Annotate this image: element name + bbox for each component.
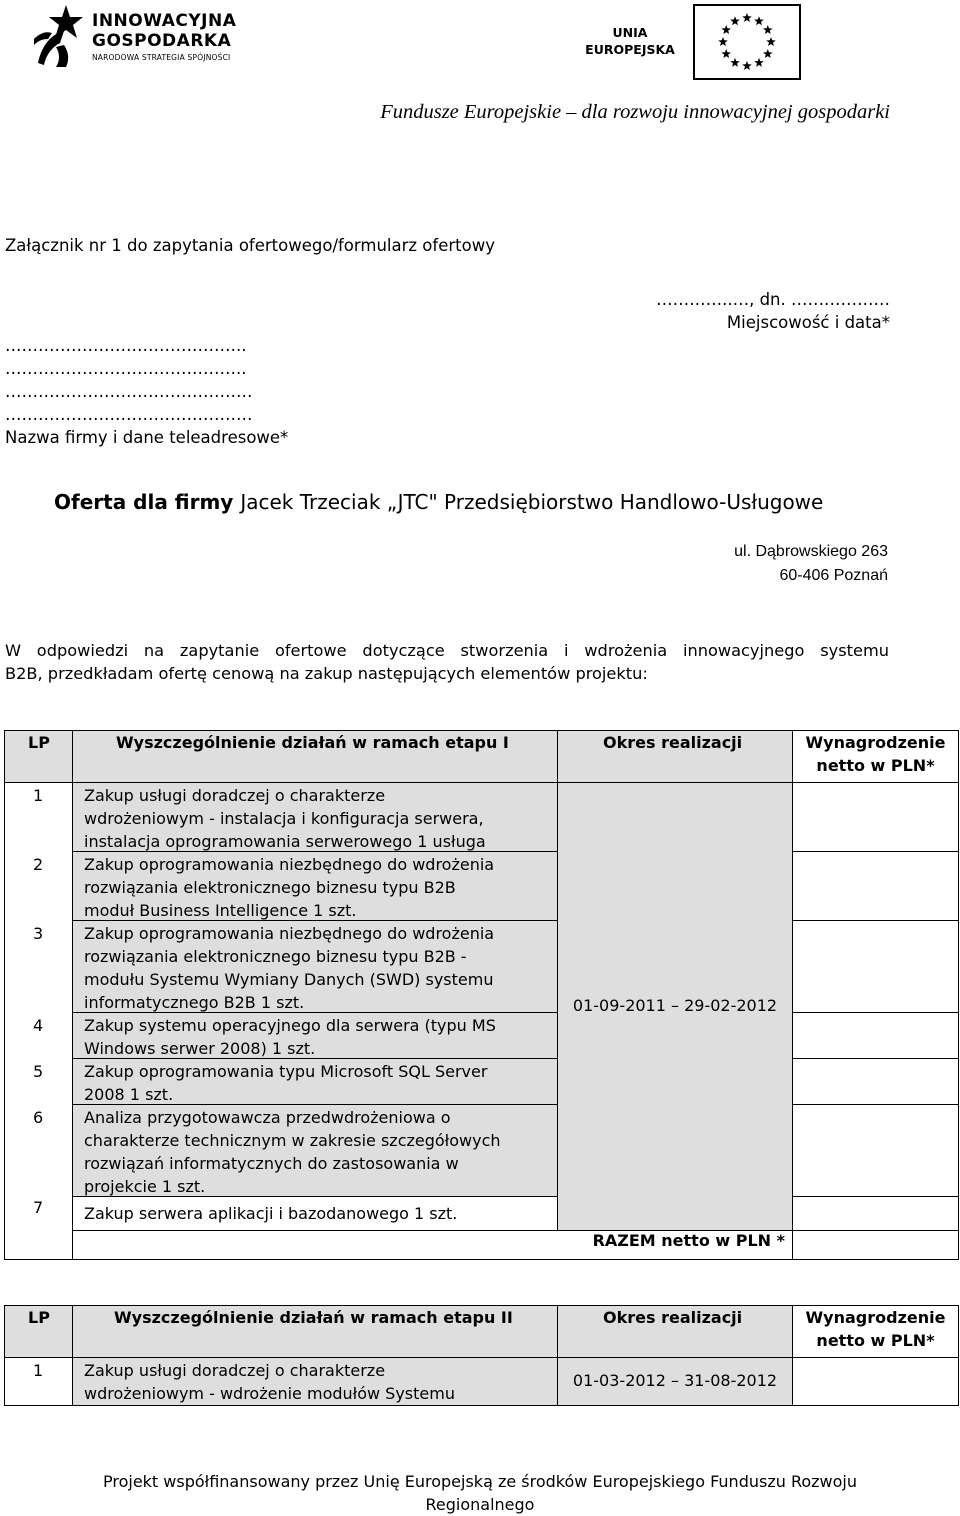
period-value: 01-03-2012 – 31-08-2012 [572, 1371, 778, 1390]
row-desc-line: Zakup usługi doradczej o charakterze [84, 786, 386, 805]
stage-2-table [4, 1305, 959, 1406]
row-lp: 4 [33, 1016, 44, 1035]
header-desc: Wyszczególnienie działań w ramach etapu II [114, 1308, 513, 1327]
total-fee-cell [792, 1230, 959, 1260]
row-desc-line: moduł Business Intelligence 1 szt. [84, 901, 357, 920]
header-fee-line-2: netto w PLN* [816, 756, 935, 775]
eu-logo-line-1: UNIA [612, 25, 648, 40]
intro-line-2: B2B, przedkładam ofertę cenową na zakup następujących elementów projektu: [5, 664, 648, 683]
attachment-title: Załącznik nr 1 do zapytania ofertowego/formularz ofertowy [5, 236, 495, 255]
row-desc-line: modułu Systemu Wymiany Danych (SWD) systemu [84, 970, 494, 989]
offer-title-prefix: Oferta dla firmy [54, 490, 234, 514]
company-dot-line: ……………………………………… [5, 405, 253, 424]
company-dot-line: …………………………………….. [5, 359, 247, 378]
row-lp: 7 [33, 1198, 44, 1217]
innowacyjna-gospodarka-logo [30, 3, 245, 69]
intro-paragraph [5, 639, 889, 685]
logo-line-2: GOSPODARKA [92, 31, 232, 51]
fee-cell-1 [792, 782, 959, 852]
row-desc [84, 922, 494, 1014]
row-desc-line: Zakup oprogramowania niezbędnego do wdrożenia [84, 855, 495, 874]
row-desc-line: Zakup systemu operacyjnego dla serwera (typu MS [84, 1016, 496, 1035]
offer-title [54, 490, 823, 514]
logo-line-3: NARODOWA STRATEGIA SPÓJNOŚCI [92, 53, 231, 62]
row-desc [84, 784, 486, 853]
row-desc-line: rozwiązania elektronicznego biznesu typu B2B - [84, 947, 467, 966]
row-desc-line: 2008 1 szt. [84, 1085, 174, 1104]
header-slogan: Fundusze Europejskie – dla rozwoju innowacyjnej gospodarki [380, 101, 890, 123]
row-desc-line: Analiza przygotowawcza przedwdrożeniowa o [84, 1108, 451, 1127]
row-desc-line: rozwiązań informatycznych do zastosowania w [84, 1154, 459, 1173]
company-info-block [5, 334, 288, 449]
row-desc-line: wdrożeniowym - instalacja i konfiguracja serwera, [84, 809, 484, 828]
row-lp: 2 [33, 855, 44, 874]
star-figure-icon [30, 3, 90, 69]
row-desc-line: charakterze technicznym w zakresie szczegółowych [84, 1131, 501, 1150]
company-address [600, 540, 888, 588]
row-desc [84, 1014, 496, 1060]
place-date-line: …………..…, dn. ……………… [656, 290, 890, 309]
address-street: ul. Dąbrowskiego 263 [734, 543, 888, 560]
footer-line-1: Projekt współfinansowany przez Unię Europejską ze środków Europejskiego Funduszu Rozwoju [102, 1472, 857, 1491]
header-lp: LP [28, 733, 50, 752]
header-fee [792, 1306, 959, 1352]
header-period: Okres realizacji [603, 1308, 743, 1327]
row-desc [84, 1106, 501, 1198]
fee-cell-1 [792, 1357, 959, 1406]
offer-title-company: Jacek Trzeciak „JTC" Przedsiębiorstwo Handlowo-Usługowe [240, 490, 824, 514]
row-lp: 5 [33, 1062, 44, 1081]
header-fee [792, 731, 959, 777]
row-desc-line: informatycznego B2B 1 szt. [84, 993, 305, 1012]
place-date-label: Miejscowość i data* [726, 313, 890, 332]
row-lp: 1 [33, 1361, 44, 1380]
period-value: 01-09-2011 – 29-02-2012 [572, 996, 778, 1015]
footer-line-2: Regionalnego [425, 1495, 535, 1514]
fee-cell-6 [792, 1104, 959, 1197]
header-period: Okres realizacji [603, 733, 743, 752]
row-desc [84, 1202, 457, 1225]
header-fee-line-1: Wynagrodzenie [805, 1308, 946, 1327]
company-dot-line: …………………………………….. [5, 336, 247, 355]
intro-line-1: W odpowiedzi na zapytanie ofertowe dotyczące stworzenia i wdrożenia innowacyjnego systemu [5, 641, 889, 660]
row-desc [84, 1359, 455, 1405]
fee-cell-3 [792, 920, 959, 1013]
row-desc-line: Zakup usługi doradczej o charakterze [84, 1361, 386, 1380]
row-desc-line: rozwiązania elektronicznego biznesu typu B2B [84, 878, 456, 897]
row-desc-line: Zakup oprogramowania typu Microsoft SQL Server [84, 1062, 488, 1081]
fee-cell-5 [792, 1058, 959, 1105]
fee-cell-4 [792, 1012, 959, 1059]
total-label: RAZEM netto w PLN * [592, 1231, 785, 1250]
row-desc-line: Windows serwer 2008) 1 szt. [84, 1039, 316, 1058]
fee-cell-7 [792, 1196, 959, 1231]
company-dot-line: ……………………………………… [5, 382, 253, 401]
address-city: 60-406 Poznań [779, 567, 888, 584]
row-desc [84, 853, 494, 922]
row-desc-line: instalacja oprogramowania serwerowego 1 usługa [84, 832, 486, 851]
eu-flag-icon [693, 4, 801, 80]
header-desc: Wyszczególnienie działań w ramach etapu I [116, 733, 509, 752]
row-desc-line: wdrożeniowym - wdrożenie modułów Systemu [84, 1384, 455, 1403]
eu-logo-line-2: EUROPEJSKA [585, 42, 675, 57]
header-fee-line-2: netto w PLN* [816, 1331, 935, 1350]
row-lp: 6 [33, 1108, 44, 1127]
company-label: Nazwa firmy i dane teleadresowe* [5, 428, 289, 447]
header-lp: LP [28, 1308, 50, 1327]
stage-1-table [4, 730, 959, 1260]
row-desc-line: Zakup serwera aplikacji i bazodanowego 1 szt. [84, 1204, 458, 1223]
row-lp: 1 [33, 786, 44, 805]
fee-cell-2 [792, 851, 959, 921]
row-desc-line: projekcie 1 szt. [84, 1177, 206, 1196]
row-desc [84, 1060, 487, 1106]
eu-logo-text [580, 24, 680, 58]
header-fee-line-1: Wynagrodzenie [805, 733, 946, 752]
logo-line-1: INNOWACYJNA [92, 11, 237, 31]
footer-note [20, 1470, 940, 1516]
row-desc-line: Zakup oprogramowania niezbędnego do wdrożenia [84, 924, 495, 943]
place-date-block [500, 288, 890, 334]
row-lp: 3 [33, 924, 44, 943]
